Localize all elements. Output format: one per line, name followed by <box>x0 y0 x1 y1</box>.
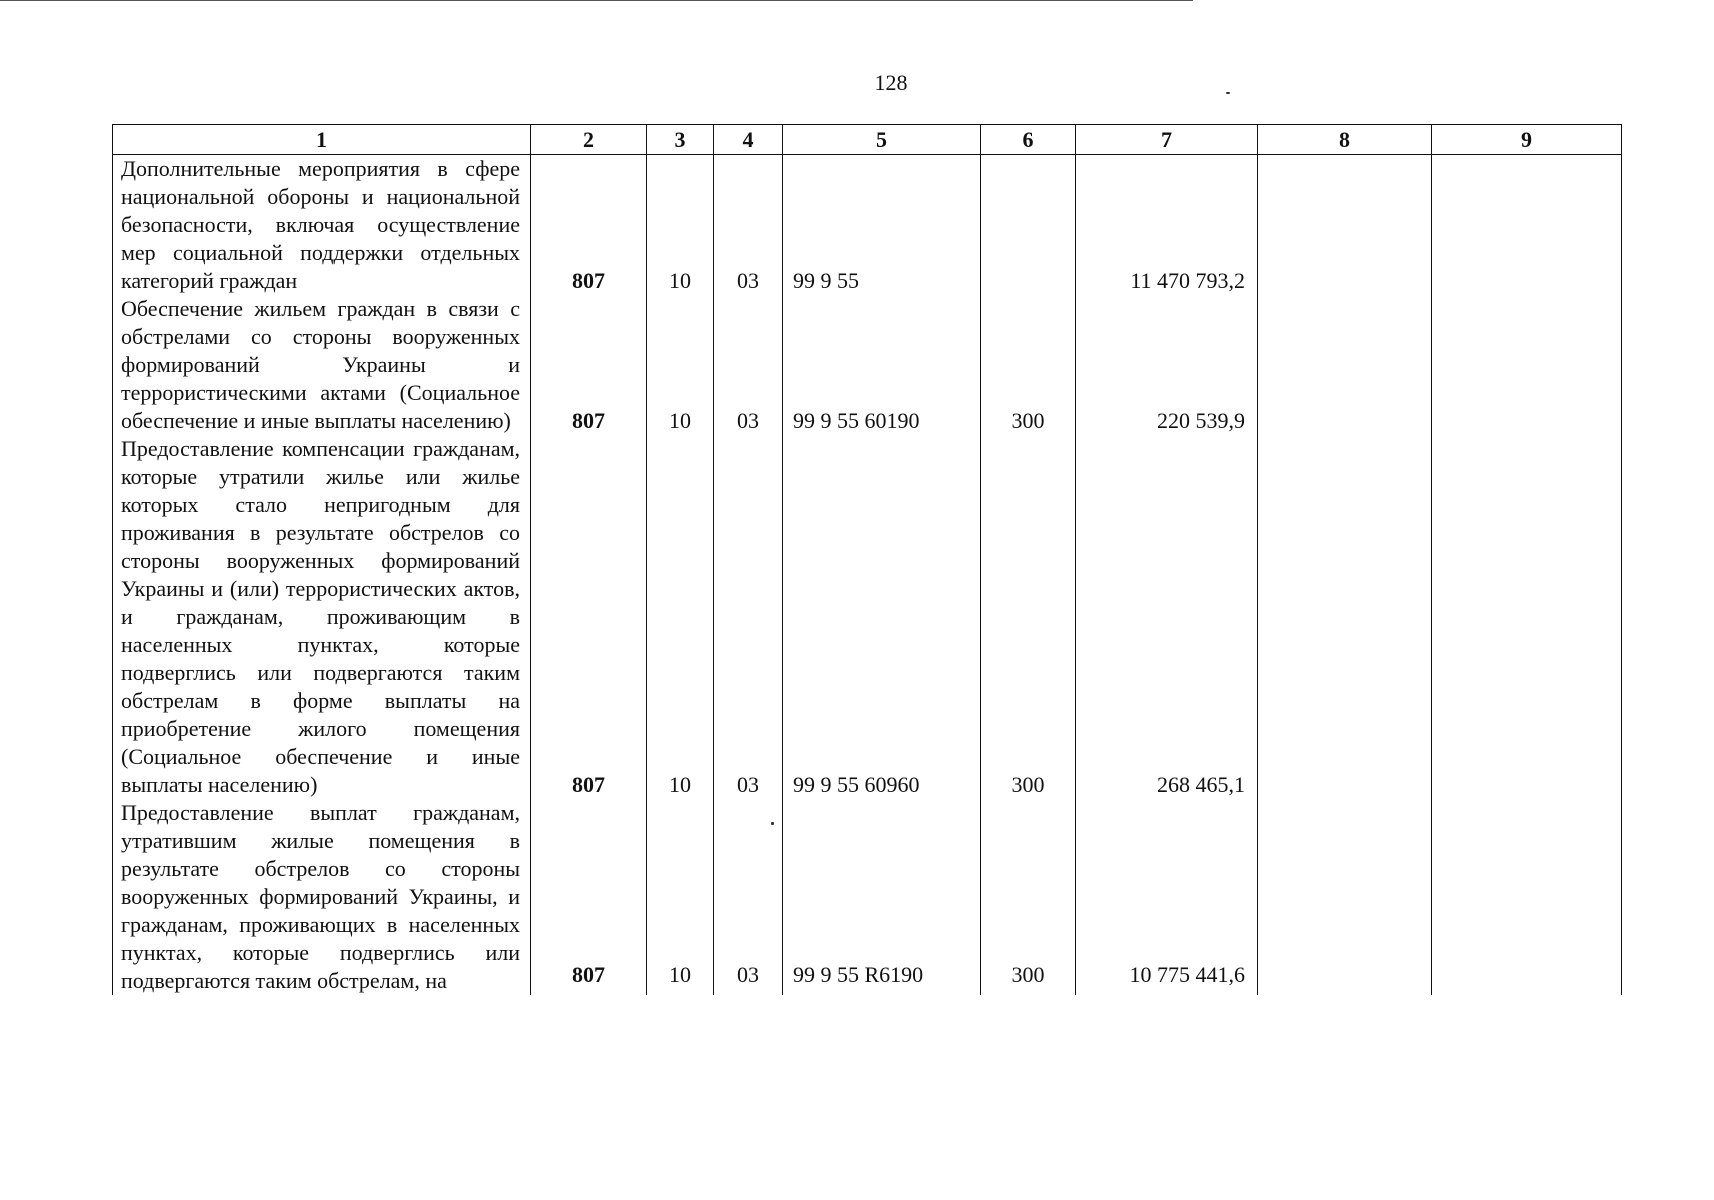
column-header: 3 <box>647 125 714 155</box>
column-8-value <box>1258 799 1432 995</box>
column-header: 8 <box>1258 125 1432 155</box>
gr-code: 807 <box>531 155 647 296</box>
table-header-row <box>113 125 1622 155</box>
table-row <box>113 295 1622 435</box>
csr-code: 99 9 55 60960 <box>783 435 981 799</box>
column-header: 2 <box>531 125 647 155</box>
amount: 11 470 793,2 <box>1076 155 1258 296</box>
pr-code: 03 <box>714 435 783 799</box>
column-9-value <box>1432 295 1622 435</box>
item-name: Предоставление компенсации гражданам, которые утратили жилье или жилье которых стало непригодным для проживания в результате обстрелов со стороны вооруженных формирований Украины и (или) террористических актов, и гражданам, проживающим в населенных пунктах, которые подверглись или подвергаются таким обстрелам в форме выплаты на приобретение жилого помещения (Социальное обеспечение и иные выплаты населению) <box>113 435 531 799</box>
amount: 268 465,1 <box>1076 435 1258 799</box>
amount: 220 539,9 <box>1076 295 1258 435</box>
column-header: 5 <box>783 125 981 155</box>
gr-code: 807 <box>531 435 647 799</box>
budget-table <box>112 124 1622 995</box>
scan-speck <box>1226 92 1230 94</box>
pr-code: 03 <box>714 295 783 435</box>
pr-code: 03 <box>714 799 783 995</box>
csr-code: 99 9 55 <box>783 155 981 296</box>
column-8-value <box>1258 435 1432 799</box>
column-header: 9 <box>1432 125 1622 155</box>
vr-code <box>981 155 1076 296</box>
csr-code: 99 9 55 60190 <box>783 295 981 435</box>
gr-code: 807 <box>531 799 647 995</box>
vr-code: 300 <box>981 435 1076 799</box>
rz-code: 10 <box>647 799 714 995</box>
rz-code: 10 <box>647 435 714 799</box>
item-name: Предоставление выплат гражданам, утратившим жилые помещения в результате обстрелов со стороны вооруженных формирований Украины, и гражданам, проживающих в населенных пунктах, которые подверглись или подвергаются таким обстрелам, на <box>113 799 531 995</box>
column-9-value <box>1432 155 1622 296</box>
table-row <box>113 435 1622 799</box>
vr-code: 300 <box>981 295 1076 435</box>
column-header: 1 <box>113 125 531 155</box>
item-name: Обеспечение жильем граждан в связи с обстрелами со стороны вооруженных формирований Украины и террористическими актами (Социальное обеспечение и иные выплаты населению) <box>113 295 531 435</box>
csr-code: 99 9 55 R6190 <box>783 799 981 995</box>
column-8-value <box>1258 295 1432 435</box>
column-9-value <box>1432 799 1622 995</box>
top-rule <box>0 0 1193 1</box>
item-name: Дополнительные мероприятия в сфере национальной обороны и национальной безопасности, включая осуществление мер социальной поддержки отдельных категорий граждан <box>113 155 531 296</box>
page-number: 128 <box>874 70 908 95</box>
column-9-value <box>1432 435 1622 799</box>
column-header: 4 <box>714 125 783 155</box>
gr-code: 807 <box>531 295 647 435</box>
column-header: 6 <box>981 125 1076 155</box>
vr-code: 300 <box>981 799 1076 995</box>
pr-code: 03 <box>714 155 783 296</box>
rz-code: 10 <box>647 295 714 435</box>
table-row <box>113 799 1622 995</box>
amount: 10 775 441,6 <box>1076 799 1258 995</box>
column-8-value <box>1258 155 1432 296</box>
rz-code: 10 <box>647 155 714 296</box>
column-header: 7 <box>1076 125 1258 155</box>
table-row <box>113 155 1622 296</box>
